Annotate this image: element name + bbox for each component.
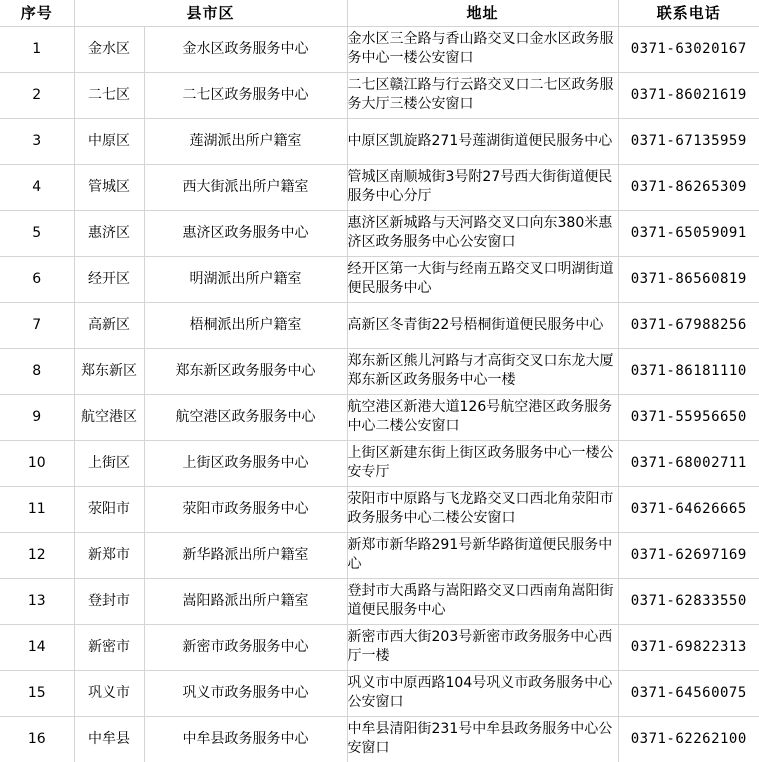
phone-cell: 0371-86021619	[618, 72, 759, 118]
center-cell: 梧桐派出所户籍室	[144, 302, 347, 348]
row-index: 6	[0, 256, 74, 302]
header-phone: 联系电话	[618, 0, 759, 26]
table-row	[0, 256, 759, 302]
row-index: 5	[0, 210, 74, 256]
header-district-group: 县市区	[74, 0, 347, 26]
row-index: 14	[0, 624, 74, 670]
table-row	[0, 394, 759, 440]
center-cell: 郑东新区政务服务中心	[144, 348, 347, 394]
district-cell: 管城区	[74, 164, 144, 210]
phone-cell: 0371-62833550	[618, 578, 759, 624]
address-cell: 新郑市新华路291号新华路街道便民服务中心	[347, 532, 618, 578]
address-cell: 惠济区新城路与天河路交叉口向东380米惠济区政务服务中心公安窗口	[347, 210, 618, 256]
address-cell: 管城区南顺城街3号附27号西大街街道便民服务中心分厅	[347, 164, 618, 210]
phone-cell: 0371-62262100	[618, 716, 759, 762]
address-cell: 新密市西大街203号新密市政务服务中心西厅一楼	[347, 624, 618, 670]
table-row	[0, 486, 759, 532]
row-index: 9	[0, 394, 74, 440]
phone-cell: 0371-86560819	[618, 256, 759, 302]
table-row	[0, 118, 759, 164]
table-body	[0, 26, 759, 762]
district-cell: 中原区	[74, 118, 144, 164]
district-cell: 登封市	[74, 578, 144, 624]
district-cell: 荥阳市	[74, 486, 144, 532]
table-row	[0, 26, 759, 72]
table-row	[0, 440, 759, 486]
row-index: 1	[0, 26, 74, 72]
table-row	[0, 302, 759, 348]
center-cell: 莲湖派出所户籍室	[144, 118, 347, 164]
phone-cell: 0371-63020167	[618, 26, 759, 72]
center-cell: 新密市政务服务中心	[144, 624, 347, 670]
table-row	[0, 716, 759, 762]
phone-cell: 0371-86181110	[618, 348, 759, 394]
address-cell: 经开区第一大街与经南五路交叉口明湖街道便民服务中心	[347, 256, 618, 302]
center-cell: 嵩阳路派出所户籍室	[144, 578, 347, 624]
district-cell: 新密市	[74, 624, 144, 670]
table-row	[0, 670, 759, 716]
header-index: 序号	[0, 0, 74, 26]
center-cell: 航空港区政务服务中心	[144, 394, 347, 440]
address-cell: 二七区赣江路与行云路交叉口二七区政务服务大厅三楼公安窗口	[347, 72, 618, 118]
address-cell: 上街区新建东街上街区政务服务中心一楼公安专厅	[347, 440, 618, 486]
table-row	[0, 72, 759, 118]
row-index: 7	[0, 302, 74, 348]
center-cell: 荥阳市政务服务中心	[144, 486, 347, 532]
phone-cell: 0371-86265309	[618, 164, 759, 210]
center-cell: 二七区政务服务中心	[144, 72, 347, 118]
address-cell: 巩义市中原西路104号巩义市政务服务中心公安窗口	[347, 670, 618, 716]
phone-cell: 0371-64626665	[618, 486, 759, 532]
center-cell: 上街区政务服务中心	[144, 440, 347, 486]
header-row	[0, 0, 759, 26]
center-cell: 明湖派出所户籍室	[144, 256, 347, 302]
district-cell: 航空港区	[74, 394, 144, 440]
district-cell: 巩义市	[74, 670, 144, 716]
phone-cell: 0371-69822313	[618, 624, 759, 670]
row-index: 10	[0, 440, 74, 486]
table-row	[0, 210, 759, 256]
district-cell: 二七区	[74, 72, 144, 118]
row-index: 15	[0, 670, 74, 716]
row-index: 16	[0, 716, 74, 762]
center-cell: 惠济区政务服务中心	[144, 210, 347, 256]
address-cell: 荥阳市中原路与飞龙路交叉口西北角荥阳市政务服务中心二楼公安窗口	[347, 486, 618, 532]
phone-cell: 0371-68002711	[618, 440, 759, 486]
address-cell: 航空港区新港大道126号航空港区政务服务中心二楼公安窗口	[347, 394, 618, 440]
table-row	[0, 164, 759, 210]
center-cell: 西大街派出所户籍室	[144, 164, 347, 210]
table-row	[0, 532, 759, 578]
row-index: 2	[0, 72, 74, 118]
address-cell: 高新区冬青街22号梧桐街道便民服务中心	[347, 302, 618, 348]
center-cell: 金水区政务服务中心	[144, 26, 347, 72]
phone-cell: 0371-64560075	[618, 670, 759, 716]
phone-cell: 0371-62697169	[618, 532, 759, 578]
address-cell: 郑东新区熊儿河路与才高街交叉口东龙大厦郑东新区政务服务中心一楼	[347, 348, 618, 394]
phone-cell: 0371-67988256	[618, 302, 759, 348]
row-index: 13	[0, 578, 74, 624]
district-cell: 新郑市	[74, 532, 144, 578]
phone-cell: 0371-67135959	[618, 118, 759, 164]
phone-cell: 0371-55956650	[618, 394, 759, 440]
table-row	[0, 624, 759, 670]
table-row	[0, 348, 759, 394]
phone-cell: 0371-65059091	[618, 210, 759, 256]
district-cell: 经开区	[74, 256, 144, 302]
row-index: 11	[0, 486, 74, 532]
district-cell: 金水区	[74, 26, 144, 72]
row-index: 3	[0, 118, 74, 164]
address-cell: 中原区凯旋路271号莲湖街道便民服务中心	[347, 118, 618, 164]
center-cell: 中牟县政务服务中心	[144, 716, 347, 762]
address-cell: 中牟县清阳街231号中牟县政务服务中心公安窗口	[347, 716, 618, 762]
district-cell: 中牟县	[74, 716, 144, 762]
row-index: 8	[0, 348, 74, 394]
district-cell: 郑东新区	[74, 348, 144, 394]
district-cell: 惠济区	[74, 210, 144, 256]
center-cell: 巩义市政务服务中心	[144, 670, 347, 716]
district-cell: 上街区	[74, 440, 144, 486]
row-index: 4	[0, 164, 74, 210]
row-index: 12	[0, 532, 74, 578]
header-address: 地址	[347, 0, 618, 26]
table-row	[0, 578, 759, 624]
address-cell: 登封市大禹路与嵩阳路交叉口西南角嵩阳街道便民服务中心	[347, 578, 618, 624]
district-cell: 高新区	[74, 302, 144, 348]
center-cell: 新华路派出所户籍室	[144, 532, 347, 578]
address-cell: 金水区三全路与香山路交叉口金水区政务服务中心一楼公安窗口	[347, 26, 618, 72]
